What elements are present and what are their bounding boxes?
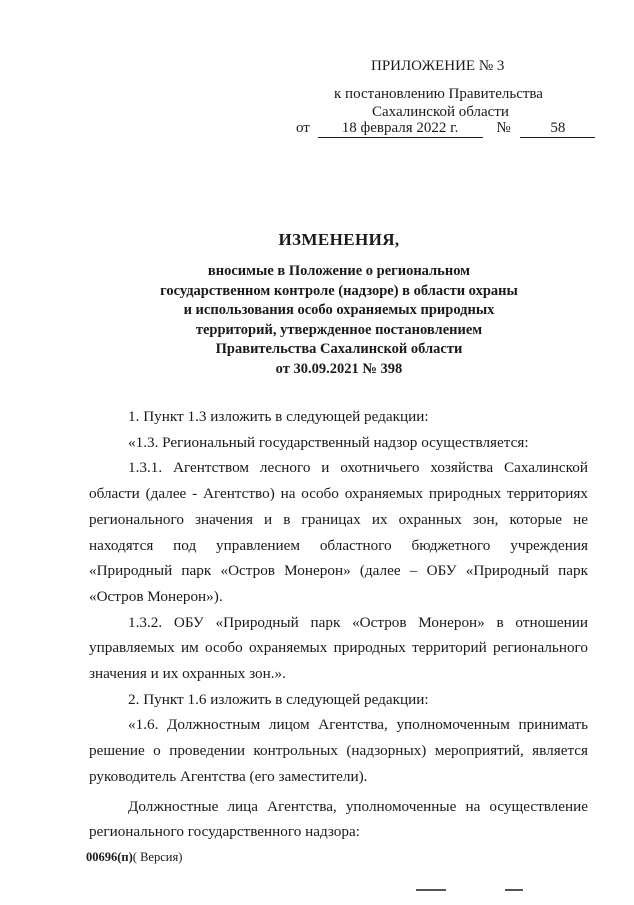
from-label: от	[296, 120, 310, 136]
paragraph: 1. Пункт 1.3 изложить в следующей редакции:	[128, 408, 429, 425]
document-footer-code	[86, 850, 182, 865]
scan-artifact	[505, 889, 523, 891]
scan-artifact	[416, 889, 446, 891]
subtitle-line: Правительства Сахалинской области	[215, 341, 463, 357]
paragraph: Должностные лица Агентства, уполномоченные на осуществление регионального государственного надзора:	[89, 797, 588, 841]
document-title-block	[90, 230, 588, 379]
footer-code: 00696(п)	[86, 850, 133, 864]
footer-version: ( Версия)	[132, 850, 183, 864]
subtitle-line: вносимые в Положение о региональном	[207, 263, 471, 279]
paragraph: «1.6. Должностным лицом Агентства, уполномоченным принимать решение о проведении контрольных (надзорных) мероприятий, является руководитель Агентства (его заместители).	[89, 716, 588, 785]
appendix-date-row	[296, 120, 595, 138]
paragraph: 1.3.2. ОБУ «Природный парк «Остров Монерон» в отношении управляемых им особо охраняемых природных территорий регионального значения и их охранных зон.».	[89, 613, 588, 683]
document-title: ИЗМЕНЕНИЯ,	[278, 230, 400, 249]
appendix-reference-line2: Сахалинской области	[372, 104, 509, 120]
appendix-reference-line1: к постановлению Правительства	[334, 86, 543, 102]
appendix-title: ПРИЛОЖЕНИЕ № 3	[371, 58, 505, 74]
subtitle-line: территорий, утвержденное постановлением	[195, 321, 483, 338]
document-body	[89, 404, 588, 845]
subtitle-line: и использования особо охраняемых природных	[183, 302, 495, 318]
document-number: 58	[520, 120, 595, 138]
subtitle-line: от 30.09.2021 № 398	[275, 360, 403, 377]
paragraph: 1.3.1. Агентством лесного и охотничьего хозяйства Сахалинской области (далее - Агентство) на особо охраняемых природных территориях регионального значения и в границах их охранных зон, которые не находятся под управлением областного бюджетного учреждения «Природный парк «Остров Монерон» (далее – ОБУ «Природный парк «Остров Монерон»).	[89, 459, 588, 605]
paragraph: 2. Пункт 1.6 изложить в следующей редакции:	[128, 690, 429, 708]
document-subtitle	[90, 262, 588, 379]
paragraph: «1.3. Региональный государственный надзор осуществляется:	[128, 433, 529, 451]
number-label: №	[496, 120, 511, 136]
document-date: 18 февраля 2022 г.	[318, 120, 483, 138]
subtitle-line: государственном контроле (надзоре) в области охраны	[160, 282, 518, 299]
